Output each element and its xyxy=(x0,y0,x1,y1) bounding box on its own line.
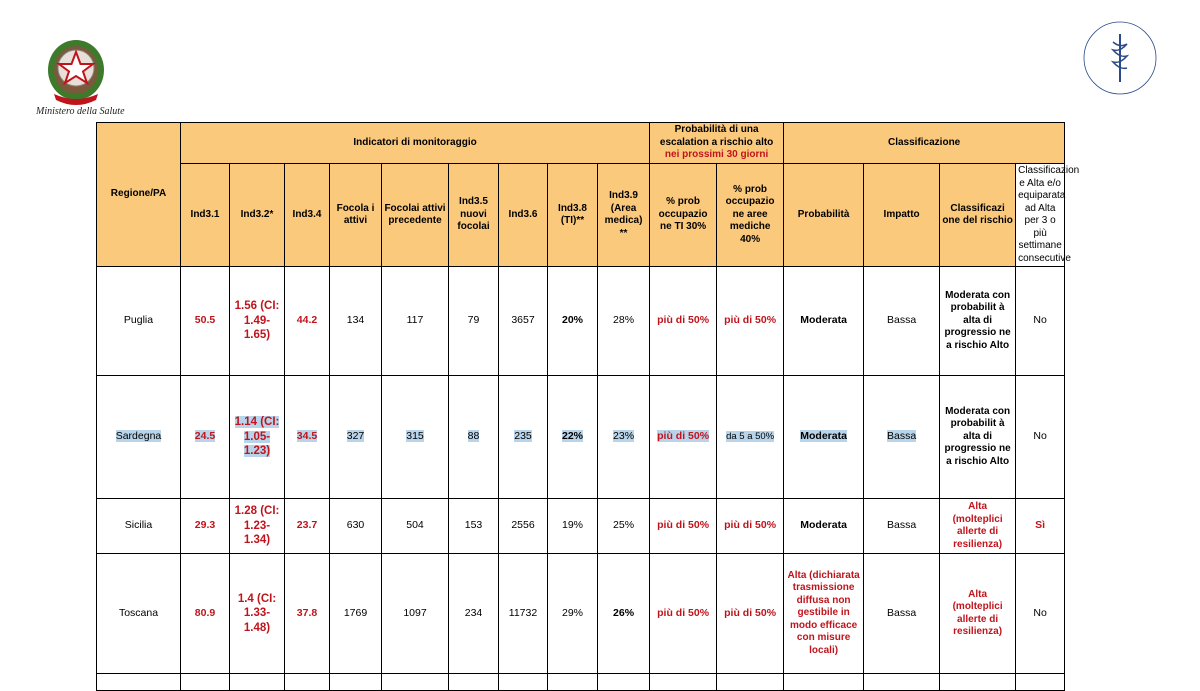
cell-prob-aree: più di 50% xyxy=(717,267,784,376)
ind31-text: 24.5 xyxy=(194,430,216,443)
probability-group-subtitle: nei prossimi 30 giorni xyxy=(664,149,769,161)
focolai-prec-text: 315 xyxy=(406,430,424,443)
cell-focolai-prec: 1097 xyxy=(382,554,449,674)
cell-ind39: 28% xyxy=(598,267,650,376)
probabilita-text: Moderata xyxy=(800,430,847,443)
ind39-text: 23% xyxy=(613,430,635,443)
cell-ind32: 1.4 (CI: 1.33- 1.48) xyxy=(230,554,285,674)
cell-ind35 xyxy=(449,376,499,499)
cell-focolai xyxy=(330,376,382,499)
repubblica-italiana-emblem xyxy=(34,20,144,120)
cell-ind31: 80.9 xyxy=(181,554,230,674)
cell-ind36: 2556 xyxy=(499,499,548,554)
cell-ind38: 19% xyxy=(548,499,598,554)
iss-seal xyxy=(1080,18,1160,98)
cell-rischio: Moderata con probabilit à alta di progressio ne a rischio Alto xyxy=(940,376,1016,499)
cell-rischio: Alta (molteplici allerte di resilienza) xyxy=(940,499,1016,554)
cell-focolai-prec: 117 xyxy=(382,267,449,376)
cell-region: Puglia xyxy=(97,267,181,376)
cell-ind32 xyxy=(230,376,285,499)
header-prob-aree: % prob occupazio ne aree mediche 40% xyxy=(717,164,784,267)
cell-focolai-prec xyxy=(382,376,449,499)
cell-ind38: 20% xyxy=(548,267,598,376)
ind34-text: 34.5 xyxy=(296,430,318,443)
cell-ind34: 23.7 xyxy=(285,499,330,554)
table-row xyxy=(97,376,1065,499)
cell-prob-ti: più di 50% xyxy=(650,499,717,554)
focolai-text: 327 xyxy=(346,430,365,443)
cell-ind39: 25% xyxy=(598,499,650,554)
header-ind38: Ind3.8 (TI)** xyxy=(548,164,598,267)
impatto-text: Bassa xyxy=(887,430,917,443)
cell-ind38: 29% xyxy=(548,554,598,674)
table-row xyxy=(97,267,1065,376)
prob-ti-text: più di 50% xyxy=(657,430,710,443)
cell-probabilita xyxy=(784,376,864,499)
header-ind34: Ind3.4 xyxy=(285,164,330,267)
cell-prob-aree: più di 50% xyxy=(717,499,784,554)
ind35-text: 88 xyxy=(467,430,480,443)
cell-rischio: Moderata con probabilit à alta di progressio ne a rischio Alto xyxy=(940,267,1016,376)
header-classification-group: Classificazione xyxy=(784,123,1065,164)
header-region: Regione/PA xyxy=(97,123,181,267)
cell-focolai: 1769 xyxy=(330,554,382,674)
cell-ind31: 29.3 xyxy=(181,499,230,554)
cell-ind31: 50.5 xyxy=(181,267,230,376)
header-impatto: Impatto xyxy=(864,164,940,267)
header-ind35: Ind3.5 nuovi focolai xyxy=(449,164,499,267)
ministry-caption: Ministero della Salute xyxy=(36,106,125,117)
cell-prob-aree: più di 50% xyxy=(717,554,784,674)
cell-probabilita: Moderata xyxy=(784,499,864,554)
header-probability-group xyxy=(650,123,784,164)
table-row xyxy=(97,499,1065,554)
cell-ind36 xyxy=(499,376,548,499)
cell-ind36: 11732 xyxy=(499,554,548,674)
ind36-text: 235 xyxy=(514,430,532,443)
cell-rischio: Alta (molteplici allerte di resilienza) xyxy=(940,554,1016,674)
header-ind31: Ind3.1 xyxy=(181,164,230,267)
cell-ind34: 44.2 xyxy=(285,267,330,376)
cell-ind34: 37.8 xyxy=(285,554,330,674)
cell-alta: No xyxy=(1016,376,1065,499)
cell-ind35: 153 xyxy=(449,499,499,554)
cell-focolai: 630 xyxy=(330,499,382,554)
header-focolai-precedente: Focolai attivi precedente xyxy=(382,164,449,267)
cell-impatto: Bassa xyxy=(864,267,940,376)
caduceus-icon xyxy=(1113,34,1127,82)
cell-ind31 xyxy=(181,376,230,499)
header-indicators-group: Indicatori di monitoraggio xyxy=(181,123,650,164)
header-ind32: Ind3.2* xyxy=(230,164,285,267)
header-ind39: Ind3.9 (Area medica) ** xyxy=(598,164,650,267)
region-text: Sardegna xyxy=(115,430,162,443)
prob-aree-text: da 5 a 50% xyxy=(726,431,775,443)
probability-group-title: Probabilità di una escalation a rischio alto xyxy=(659,124,774,148)
cell-prob-ti xyxy=(650,376,717,499)
cell-probabilita: Alta (dichiarata trasmissione diffusa non gestibile in modo efficace con misure locali) xyxy=(784,554,864,674)
cell-ind36: 3657 xyxy=(499,267,548,376)
cell-impatto: Bassa xyxy=(864,554,940,674)
table-row xyxy=(97,554,1065,674)
cell-alta: No xyxy=(1016,554,1065,674)
cell-focolai: 134 xyxy=(330,267,382,376)
header-focolai-attivi: Focola i attivi xyxy=(330,164,382,267)
cell-ind32: 1.56 (CI: 1.49- 1.65) xyxy=(230,267,285,376)
cell-prob-aree xyxy=(717,376,784,499)
cell-ind32: 1.28 (CI: 1.23- 1.34) xyxy=(230,499,285,554)
cell-ind39: 26% xyxy=(598,554,650,674)
ind38-text: 22% xyxy=(561,430,583,443)
cell-region xyxy=(97,376,181,499)
cell-region: Toscana xyxy=(97,554,181,674)
header-ind36: Ind3.6 xyxy=(499,164,548,267)
header-classif-rischio: Classificazi one del rischio xyxy=(940,164,1016,267)
cell-impatto xyxy=(864,376,940,499)
cell-ind39 xyxy=(598,376,650,499)
header-probabilita: Probabilità xyxy=(784,164,864,267)
cell-ind35: 234 xyxy=(449,554,499,674)
cell-region: Sicilia xyxy=(97,499,181,554)
cell-alta: No xyxy=(1016,267,1065,376)
cell-impatto: Bassa xyxy=(864,499,940,554)
ind32-text: 1.14 (CI: 1.05- 1.23) xyxy=(234,416,280,458)
cell-focolai-prec: 504 xyxy=(382,499,449,554)
monitoring-table xyxy=(96,122,1080,691)
table-row-partial xyxy=(97,674,1065,691)
cell-ind34 xyxy=(285,376,330,499)
cell-ind35: 79 xyxy=(449,267,499,376)
cell-prob-ti: più di 50% xyxy=(650,267,717,376)
cell-alta: Sì xyxy=(1016,499,1065,554)
header-prob-ti: % prob occupazio ne TI 30% xyxy=(650,164,717,267)
cell-prob-ti: più di 50% xyxy=(650,554,717,674)
cell-probabilita: Moderata xyxy=(784,267,864,376)
header-classif-alta: Classificazion e Alta e/o equiparata ad Alta per 3 o più settimane consecutive xyxy=(1016,164,1065,267)
cell-ind38 xyxy=(548,376,598,499)
